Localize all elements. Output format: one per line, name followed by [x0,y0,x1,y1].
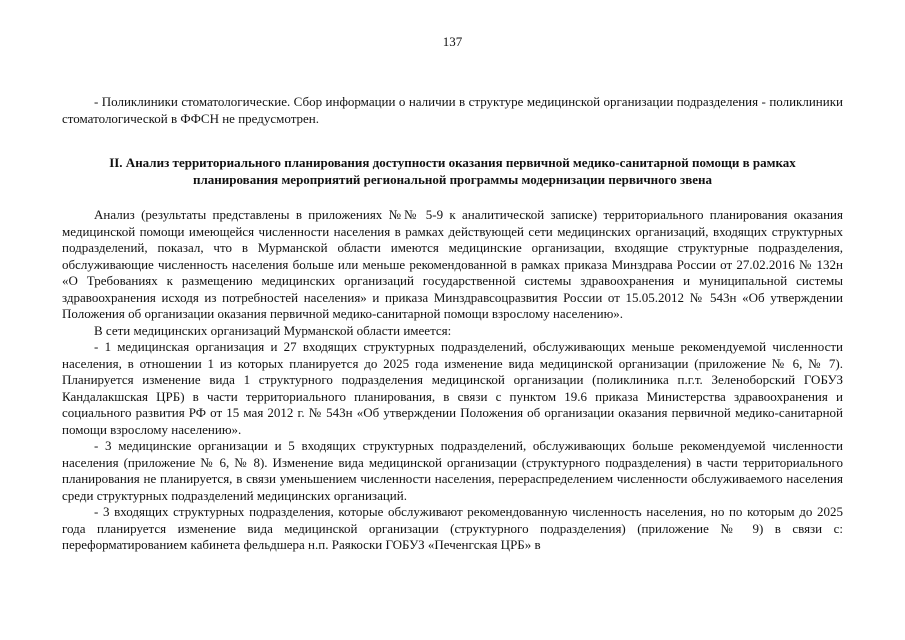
list-item: - 1 медицинская организация и 27 входящих структурных подразделений, обслуживающих меньше рекомендуемой численности населения, в отношении 1 из которых планируется до 2025 года изменение вида медицинской организации (приложение № 6, № 7). Планируется изменение вида 1 структурного подразделения медицинской организации (поликлиника п.г.т. Зеленоборский ГОБУЗ Кандалакшская ЦРБ) в части территориального планирования, в связи с пунктом 19.6 приказа Министерства здравоохранения и социального развития РФ от 15 мая 2012 г. № 543н «Об утверждении Положения об организации оказания первичной медико-санитарной помощи взрослому населению». [62,339,843,437]
list-item: - 3 входящих структурных подразделения, которые обслуживают рекомендованную численность населения, но по которым до 2025 года планируется изменение вида медицинской организации (структурного подразделения) (приложение № 9) в связи с: переформатированием кабинета фельдшера н.п. Раякоски ГОБУЗ «Печенгская ЦРБ» в [62,504,843,552]
analysis-paragraph: Анализ (результаты представлены в приложениях №№ 5-9 к аналитической записке) территориального планирования оказания медицинской помощи имеющейся численности населения в рамках действующей сети медицинских организаций, входящих структурных подразделений, показал, что в Мурманской области имеются медицинские организации, входящие структурные подразделения, обслуживающие численность населения больше или меньше рекомендованной в рамках приказа Минздрава России от 27.02.2016 № 132н «О Требованиях к размещению медицинских организаций государственной системы здравоохранения и муниципальной системы здравоохранения исходя из потребностей населения» и приказа Минздравсоцразвития России от 15.05.2012 № 543н «Об утверждении Положения об организации оказания первичной медико-санитарной помощи взрослому населению». [62,207,843,321]
intro-paragraph: - Поликлиники стоматологические. Сбор информации о наличии в структуре медицинской организации подразделения - поликлиники стоматологической в ФФСН не предусмотрен. [62,94,843,126]
list-item: - 3 медицинские организации и 5 входящих структурных подразделений, обслуживающих больше рекомендуемой численности населения (приложение № 6, № 8). Изменение вида медицинской организации (структурного подразделения) в части территориального планирования не планируется, в связи уменьшением численности населения, перераспределением численности обслуживаемого населения среди структурных подразделений медицинских организаций. [62,438,843,503]
section-heading: II. Анализ территориального планирования доступности оказания первичной медико-санитарной помощи в рамках планирования мероприятий региональной программы модернизации первичного звена [109,155,796,187]
network-intro-paragraph: В сети медицинских организаций Мурманской области имеется: [94,322,452,338]
document-body [62,94,843,554]
page-number: 137 [442,34,463,49]
